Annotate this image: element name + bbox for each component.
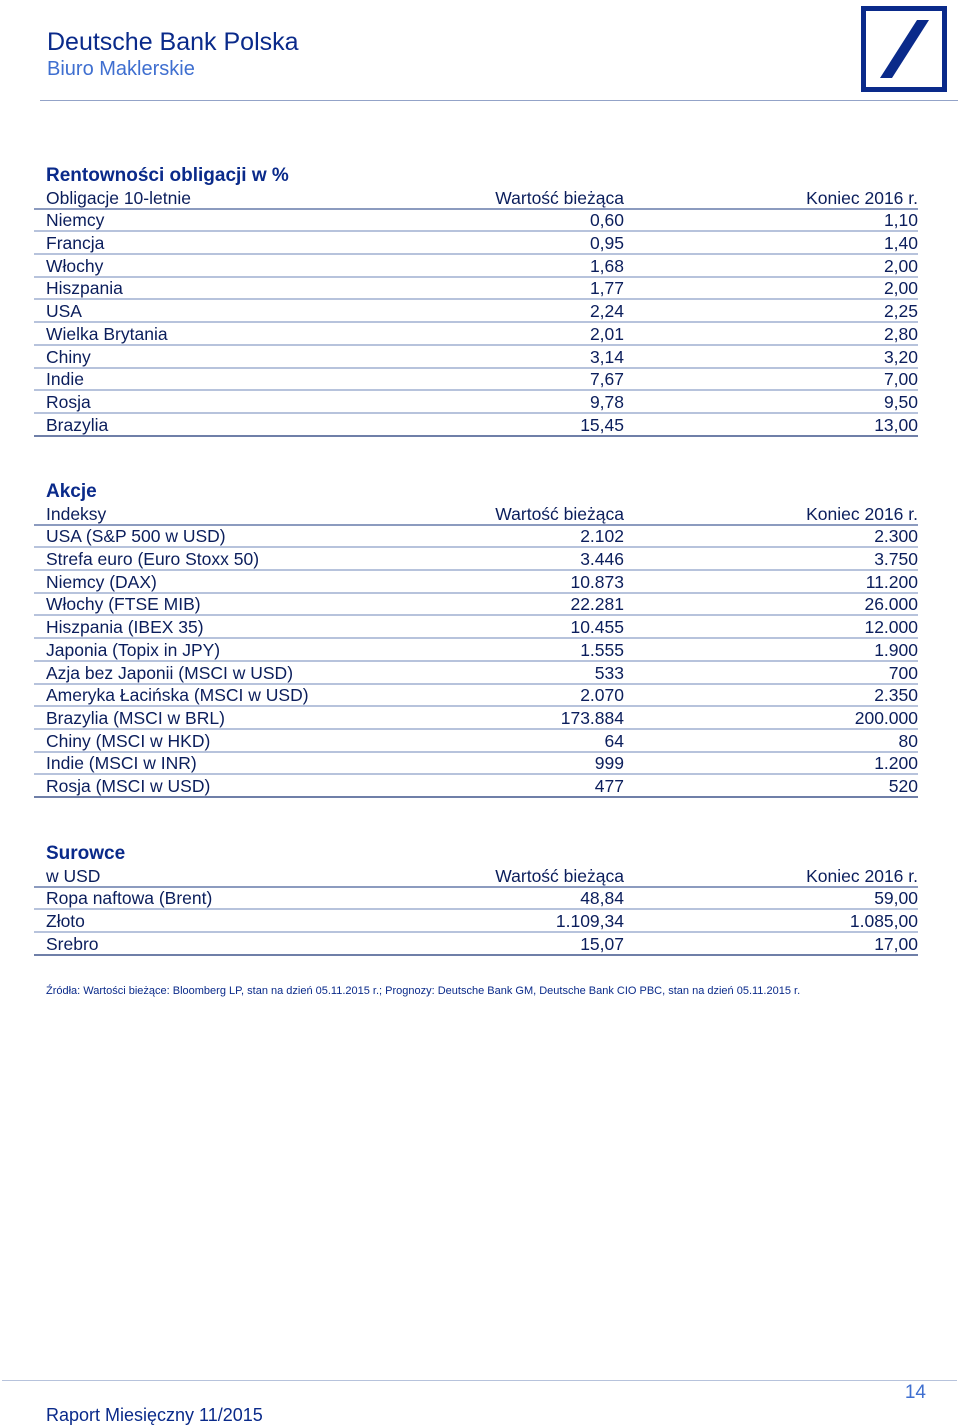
header-cell-name: Indeksy bbox=[46, 503, 107, 524]
header-cell-forecast: Koniec 2016 r. bbox=[806, 865, 918, 886]
row-label: Srebro bbox=[46, 933, 99, 954]
row-label: Strefa euro (Euro Stoxx 50) bbox=[46, 549, 260, 570]
forecast-value: 1,40 bbox=[883, 233, 918, 254]
table-header bbox=[34, 865, 918, 888]
row-label: Niemcy (DAX) bbox=[46, 571, 157, 592]
forecast-value: 2.300 bbox=[874, 526, 918, 547]
table-row bbox=[34, 391, 918, 414]
table-row bbox=[34, 707, 918, 730]
table-row bbox=[34, 662, 918, 685]
table-row bbox=[34, 346, 918, 369]
table-row bbox=[34, 594, 918, 617]
table-row bbox=[34, 278, 918, 301]
table-row bbox=[34, 300, 918, 323]
current-value: 10.873 bbox=[570, 571, 624, 592]
current-value: 3,14 bbox=[589, 346, 624, 367]
table-row bbox=[34, 369, 918, 392]
table-row bbox=[34, 414, 918, 437]
header-cell-forecast: Koniec 2016 r. bbox=[806, 187, 918, 208]
table-row bbox=[34, 775, 918, 798]
table-row bbox=[34, 730, 918, 753]
page-number: 14 bbox=[904, 1382, 926, 1403]
current-value: 3.446 bbox=[580, 549, 624, 570]
current-value: 0,95 bbox=[589, 233, 624, 254]
current-value: 477 bbox=[594, 775, 624, 796]
forecast-value: 1.200 bbox=[874, 753, 918, 774]
brand-subtitle: Biuro Maklerskie bbox=[47, 58, 195, 80]
row-label: Niemcy bbox=[46, 210, 105, 231]
current-value: 1.109,34 bbox=[555, 911, 624, 932]
current-value: 10.455 bbox=[570, 617, 624, 638]
forecast-value: 2,00 bbox=[883, 255, 918, 276]
current-value: 1,77 bbox=[589, 278, 624, 299]
row-label: Rosja (MSCI w USD) bbox=[46, 775, 211, 796]
forecast-value: 2,25 bbox=[883, 301, 918, 322]
current-value: 1.555 bbox=[580, 639, 624, 660]
row-label: Chiny bbox=[46, 346, 91, 367]
forecast-value: 9,50 bbox=[883, 391, 918, 412]
header-cell-forecast: Koniec 2016 r. bbox=[806, 503, 918, 524]
forecast-value: 3.750 bbox=[874, 549, 918, 570]
forecast-value: 59,00 bbox=[874, 888, 918, 909]
forecast-value: 11.200 bbox=[865, 571, 918, 592]
current-value: 2,01 bbox=[589, 323, 624, 344]
forecast-value: 2,80 bbox=[883, 323, 918, 344]
current-value: 1,68 bbox=[589, 255, 624, 276]
current-value: 9,78 bbox=[589, 391, 624, 412]
row-label: Włochy (FTSE MIB) bbox=[46, 594, 201, 615]
forecast-value: 200.000 bbox=[854, 707, 918, 728]
bonds-section bbox=[34, 165, 918, 437]
row-label: Indie bbox=[46, 369, 84, 390]
table-row bbox=[34, 232, 918, 255]
row-label: Ameryka Łacińska (MSCI w USD) bbox=[46, 685, 309, 706]
table-row bbox=[34, 548, 918, 571]
row-label: Hiszpania bbox=[46, 278, 123, 299]
equities-section bbox=[34, 481, 918, 798]
header-divider bbox=[40, 100, 958, 101]
header-cell-current: Wartość bieżąca bbox=[495, 865, 624, 886]
table-row bbox=[34, 526, 918, 549]
bonds-title: Rentowności obligacji w % bbox=[46, 165, 289, 186]
row-label: Wielka Brytania bbox=[46, 323, 168, 344]
forecast-value: 520 bbox=[888, 775, 918, 796]
current-value: 15,45 bbox=[580, 414, 624, 435]
report-title: Raport Miesięczny 11/2015 bbox=[46, 1405, 263, 1425]
row-label: Ropa naftowa (Brent) bbox=[46, 888, 213, 909]
equities-title: Akcje bbox=[46, 481, 97, 502]
row-label: Brazylia bbox=[46, 414, 109, 435]
forecast-value: 26.000 bbox=[864, 594, 918, 615]
forecast-value: 17,00 bbox=[874, 933, 918, 954]
current-value: 15,07 bbox=[580, 933, 624, 954]
table-row bbox=[34, 210, 918, 233]
current-value: 2.070 bbox=[580, 685, 624, 706]
current-value: 64 bbox=[604, 730, 624, 751]
row-label: Chiny (MSCI w HKD) bbox=[46, 730, 211, 751]
forecast-value: 7,00 bbox=[883, 369, 918, 390]
header-cell-current: Wartość bieżąca bbox=[495, 503, 624, 524]
current-value: 0,60 bbox=[589, 210, 624, 231]
table-row bbox=[34, 616, 918, 639]
header-cell-name: w USD bbox=[46, 865, 101, 886]
current-value: 2,24 bbox=[589, 301, 624, 322]
table-row bbox=[34, 933, 918, 956]
forecast-value: 2,00 bbox=[883, 278, 918, 299]
current-value: 2.102 bbox=[580, 526, 624, 547]
forecast-value: 1,10 bbox=[883, 210, 918, 231]
table-row bbox=[34, 685, 918, 708]
table-row bbox=[34, 910, 918, 933]
row-label: Rosja bbox=[46, 391, 91, 412]
forecast-value: 2.350 bbox=[874, 685, 918, 706]
forecast-value: 1.085,00 bbox=[849, 911, 918, 932]
commodities-section bbox=[34, 843, 918, 956]
table-row bbox=[34, 639, 918, 662]
current-value: 22.281 bbox=[570, 594, 624, 615]
deutsche-bank-logo-icon bbox=[861, 6, 947, 92]
row-label: Francja bbox=[46, 233, 105, 254]
sources-note: Źródła: Wartości bieżące: Bloomberg LP, stan na dzień 05.11.2015 r.; Prognozy: Deutsche Bank GM, Deutsche Bank CIO PBC, stan na dzień 05.11.2015 r. bbox=[46, 985, 801, 997]
row-label: Indie (MSCI w INR) bbox=[46, 753, 197, 774]
header-cell-name: Obligacje 10-letnie bbox=[46, 187, 191, 208]
table-row bbox=[34, 888, 918, 911]
forecast-value: 3,20 bbox=[883, 346, 918, 367]
row-label: Włochy bbox=[46, 255, 104, 276]
table-row bbox=[34, 571, 918, 594]
current-value: 7,67 bbox=[589, 369, 624, 390]
row-label: Złoto bbox=[46, 911, 85, 932]
forecast-value: 700 bbox=[888, 662, 918, 683]
header-cell-current: Wartość bieżąca bbox=[495, 187, 624, 208]
commodities-title: Surowce bbox=[46, 843, 126, 864]
current-value: 533 bbox=[594, 662, 624, 683]
row-label: Brazylia (MSCI w BRL) bbox=[46, 707, 225, 728]
brand-name: Deutsche Bank Polska bbox=[47, 28, 299, 56]
footer-divider bbox=[2, 1380, 957, 1381]
brand-block bbox=[47, 28, 299, 81]
current-value: 173.884 bbox=[560, 707, 624, 728]
forecast-value: 12.000 bbox=[864, 617, 918, 638]
row-label: USA bbox=[46, 301, 82, 322]
current-value: 48,84 bbox=[580, 888, 624, 909]
forecast-value: 80 bbox=[898, 730, 918, 751]
row-label: Japonia (Topix in JPY) bbox=[46, 639, 221, 660]
row-label: Hiszpania (IBEX 35) bbox=[46, 617, 204, 638]
table-header bbox=[34, 187, 918, 210]
table-row bbox=[34, 255, 918, 278]
forecast-value: 13,00 bbox=[874, 414, 918, 435]
table-row bbox=[34, 323, 918, 346]
table-header bbox=[34, 503, 918, 526]
forecast-value: 1.900 bbox=[874, 639, 918, 660]
current-value: 999 bbox=[594, 753, 624, 774]
row-label: Azja bez Japonii (MSCI w USD) bbox=[46, 662, 294, 683]
table-row bbox=[34, 753, 918, 776]
row-label: USA (S&P 500 w USD) bbox=[46, 526, 226, 547]
